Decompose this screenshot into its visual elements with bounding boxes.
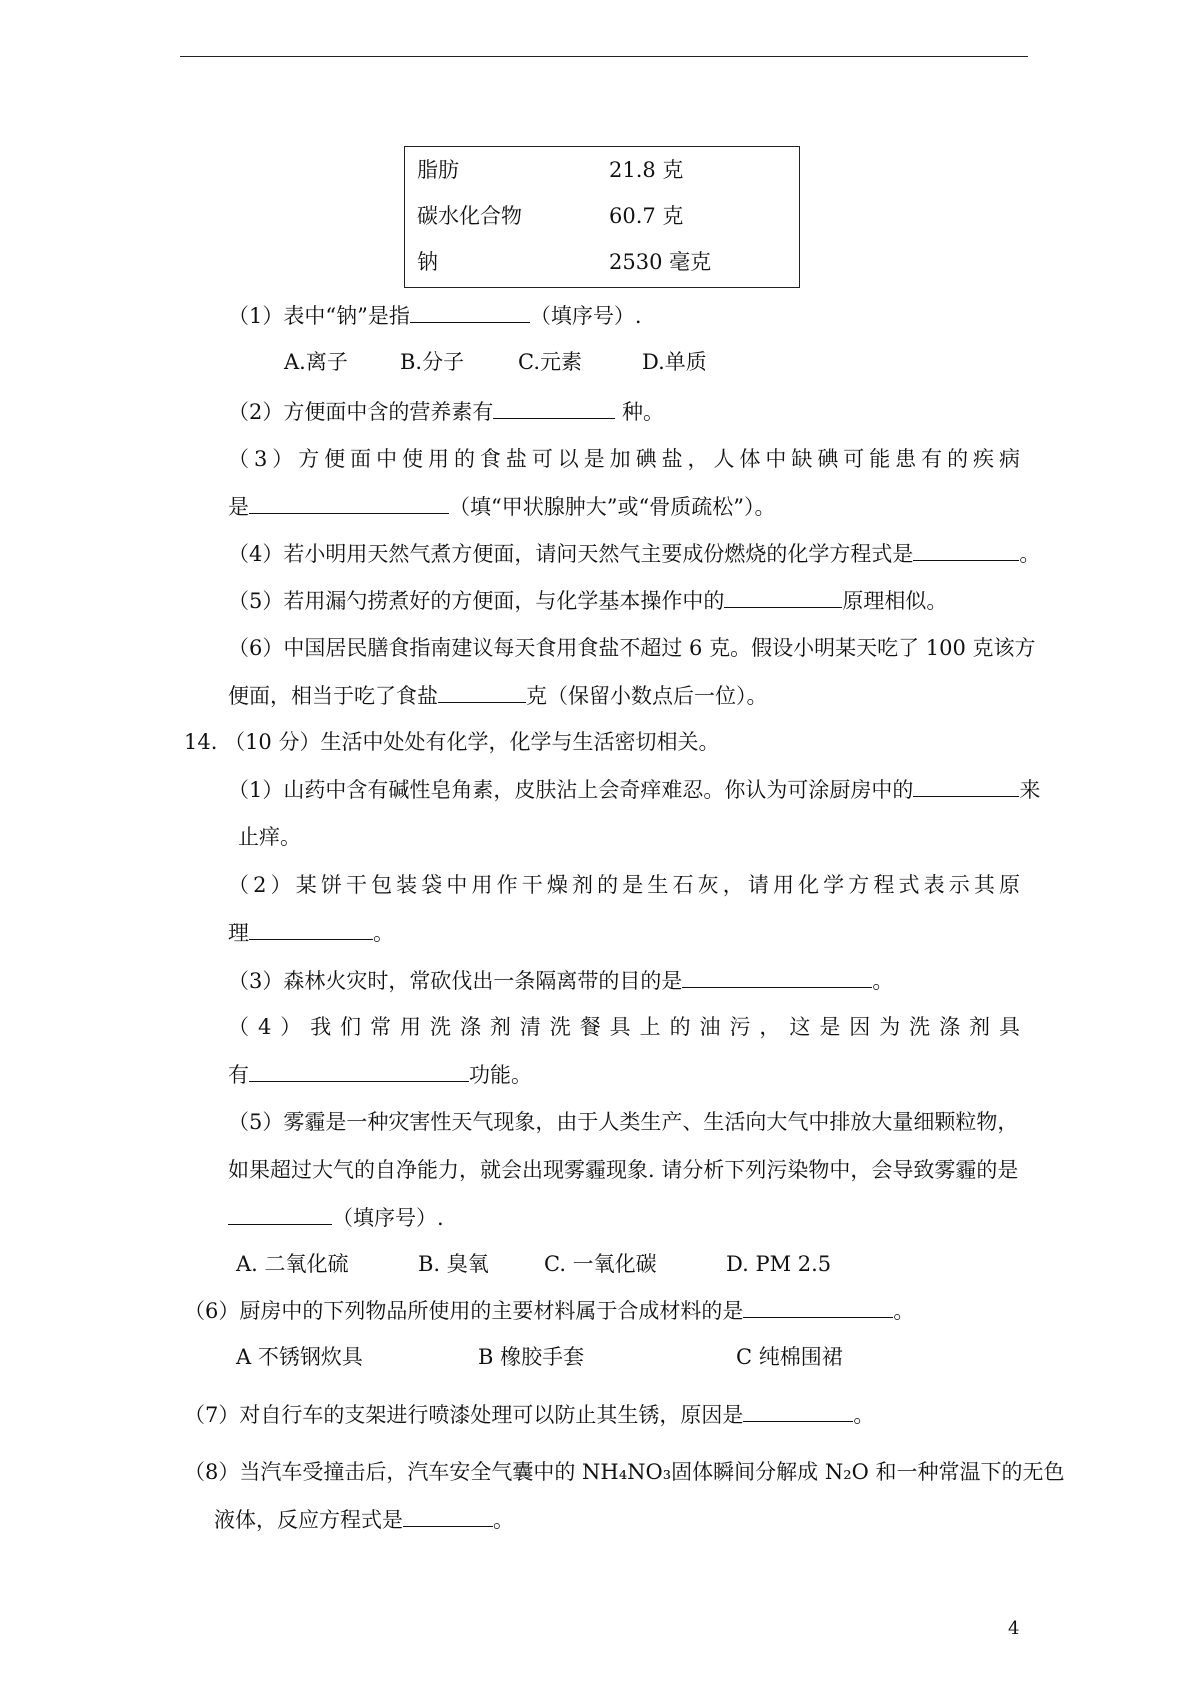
answer-blank[interactable]	[724, 585, 842, 608]
question-text: 功能。	[469, 1063, 532, 1087]
q13-part1-option-a: A.离子	[284, 350, 348, 374]
q14-part6-option-c: C 纯棉围裙	[736, 1345, 843, 1369]
question-text: （1）表中“钠”是指	[228, 304, 410, 328]
question-text: （填“甲状腺肿大”或“骨质疏松”）。	[449, 495, 776, 519]
q13-part1-option-d: D.单质	[642, 350, 707, 374]
q14-part6	[184, 1295, 914, 1325]
question-text: （2）方便面中含的营养素有	[228, 400, 494, 424]
answer-blank[interactable]	[249, 917, 373, 940]
question-text: （1）山药中含有碱性皂角素，皮肤沾上会奇痒难忍。你认为可涂厨房中的	[228, 778, 914, 802]
answer-blank[interactable]	[743, 1295, 893, 1318]
question-text: 有	[228, 1063, 249, 1087]
q14-part6-option-b: B 橡胶手套	[478, 1345, 585, 1369]
answer-blank[interactable]	[913, 774, 1019, 797]
question-text: 。	[853, 1403, 875, 1427]
question-text: （7）对自行车的支架进行喷漆处理可以防止其生锈，原因是	[184, 1403, 744, 1427]
answer-blank[interactable]	[682, 965, 872, 988]
question-text: （6）厨房中的下列物品所使用的主要材料属于合成材料的是	[184, 1299, 744, 1323]
q14-part6-option-a: A 不锈钢炊具	[236, 1345, 363, 1369]
nutrient-name: 钠	[417, 250, 438, 274]
page-number: 4	[1008, 1618, 1020, 1639]
q13-part6-line2	[228, 680, 768, 710]
question-text: （5）若用漏勺捞煮好的方便面，与化学基本操作中的	[228, 589, 725, 613]
q14-part5-line1: （5）雾霾是一种灾害性天气现象，由于人类生产、生活向大气中排放大量细颗粒物，	[228, 1110, 1019, 1134]
question-text: （填序号）.	[529, 304, 642, 328]
q14-part8-line2	[214, 1504, 514, 1534]
answer-blank[interactable]	[228, 1202, 332, 1225]
question-text: 原理相似。	[842, 589, 948, 613]
question-text: 。	[1019, 542, 1041, 566]
answer-blank[interactable]	[913, 538, 1019, 561]
question-text: 液体，反应方程式是	[214, 1508, 403, 1532]
q14-part5-option-d: D. PM 2.5	[726, 1252, 832, 1276]
question-text: 。	[493, 1508, 514, 1532]
q13-part4	[228, 538, 1040, 568]
answer-blank[interactable]	[438, 680, 526, 703]
question-text: 是	[228, 495, 249, 519]
table-row	[405, 201, 799, 231]
answer-blank[interactable]	[410, 300, 530, 323]
q14-part4-line1: （4）我们常用洗涤剂清洗餐具上的油污，这是因为洗涤剂具	[228, 1015, 1020, 1039]
answer-blank[interactable]	[743, 1399, 853, 1422]
q14-part5-option-b: B. 臭氧	[418, 1252, 489, 1276]
q14-part5-line3	[228, 1202, 444, 1232]
q13-part3-line1: （3）方便面中使用的食盐可以是加碘盐，人体中缺碘可能患有的疾病	[228, 447, 1020, 471]
answer-blank[interactable]	[493, 396, 615, 419]
question-text: 克（保留小数点后一位）。	[526, 684, 768, 708]
question-text: 。	[373, 921, 394, 945]
question-text: 。	[893, 1299, 915, 1323]
nutrient-value: 60.7 克	[609, 204, 684, 228]
question-text: （填序号）.	[332, 1206, 444, 1230]
nutrition-table	[404, 146, 800, 288]
question-text: 。	[872, 969, 894, 993]
q14-part7	[184, 1399, 874, 1429]
table-row	[405, 155, 799, 185]
q14-heading: 14. （10 分）生活中处处有化学，化学与生活密切相关。	[184, 730, 720, 754]
q14-part4-line2	[228, 1059, 532, 1089]
q14-part5-line2: 如果超过大气的自净能力，就会出现雾霾现象. 请分析下列污染物中，会导致雾霾的是	[228, 1158, 1019, 1182]
q13-part1-option-b: B.分子	[400, 350, 465, 374]
q13-part1	[228, 300, 642, 330]
nutrient-name: 脂肪	[417, 158, 459, 182]
q13-part6-line1: （6）中国居民膳食指南建议每天食用食盐不超过 6 克。假设小明某天吃了 100 克该方	[228, 636, 1036, 660]
nutrient-value: 21.8 克	[609, 158, 684, 182]
q13-part2	[228, 396, 664, 426]
q13-part1-option-c: C.元素	[518, 350, 582, 374]
q13-part5	[228, 585, 947, 615]
q14-part5-option-a: A. 二氧化硫	[236, 1252, 349, 1276]
q14-part1-line2: 止痒。	[238, 825, 301, 849]
question-text: 来	[1019, 778, 1041, 802]
q14-part3	[228, 965, 893, 995]
q14-part1-line1	[228, 774, 1040, 804]
q13-part3-line2	[228, 491, 775, 521]
q14-part8-line1: （8）当汽车受撞击后，汽车安全气囊中的 NH₄NO₃固体瞬间分解成 N₂O 和一种常温下的无色	[184, 1460, 1065, 1484]
answer-blank[interactable]	[403, 1504, 493, 1527]
question-text: （3）森林火灾时，常砍伐出一条隔离带的目的是	[228, 969, 683, 993]
question-text: 理	[228, 921, 249, 945]
answer-blank[interactable]	[249, 1059, 469, 1082]
header-rule	[180, 56, 1028, 57]
table-row	[405, 247, 799, 277]
question-text: 种。	[615, 400, 665, 424]
nutrient-value: 2530 毫克	[609, 250, 712, 274]
q14-part5-option-c: C. 一氧化碳	[544, 1252, 657, 1276]
answer-blank[interactable]	[249, 491, 449, 514]
q14-part2-line2	[228, 917, 394, 947]
question-text: （4）若小明用天然气煮方便面，请问天然气主要成份燃烧的化学方程式是	[228, 542, 914, 566]
question-text: 便面，相当于吃了食盐	[228, 684, 438, 708]
q14-part2-line1: （2）某饼干包装袋中用作干燥剂的是生石灰，请用化学方程式表示其原	[228, 873, 1020, 897]
nutrient-name: 碳水化合物	[417, 204, 522, 228]
